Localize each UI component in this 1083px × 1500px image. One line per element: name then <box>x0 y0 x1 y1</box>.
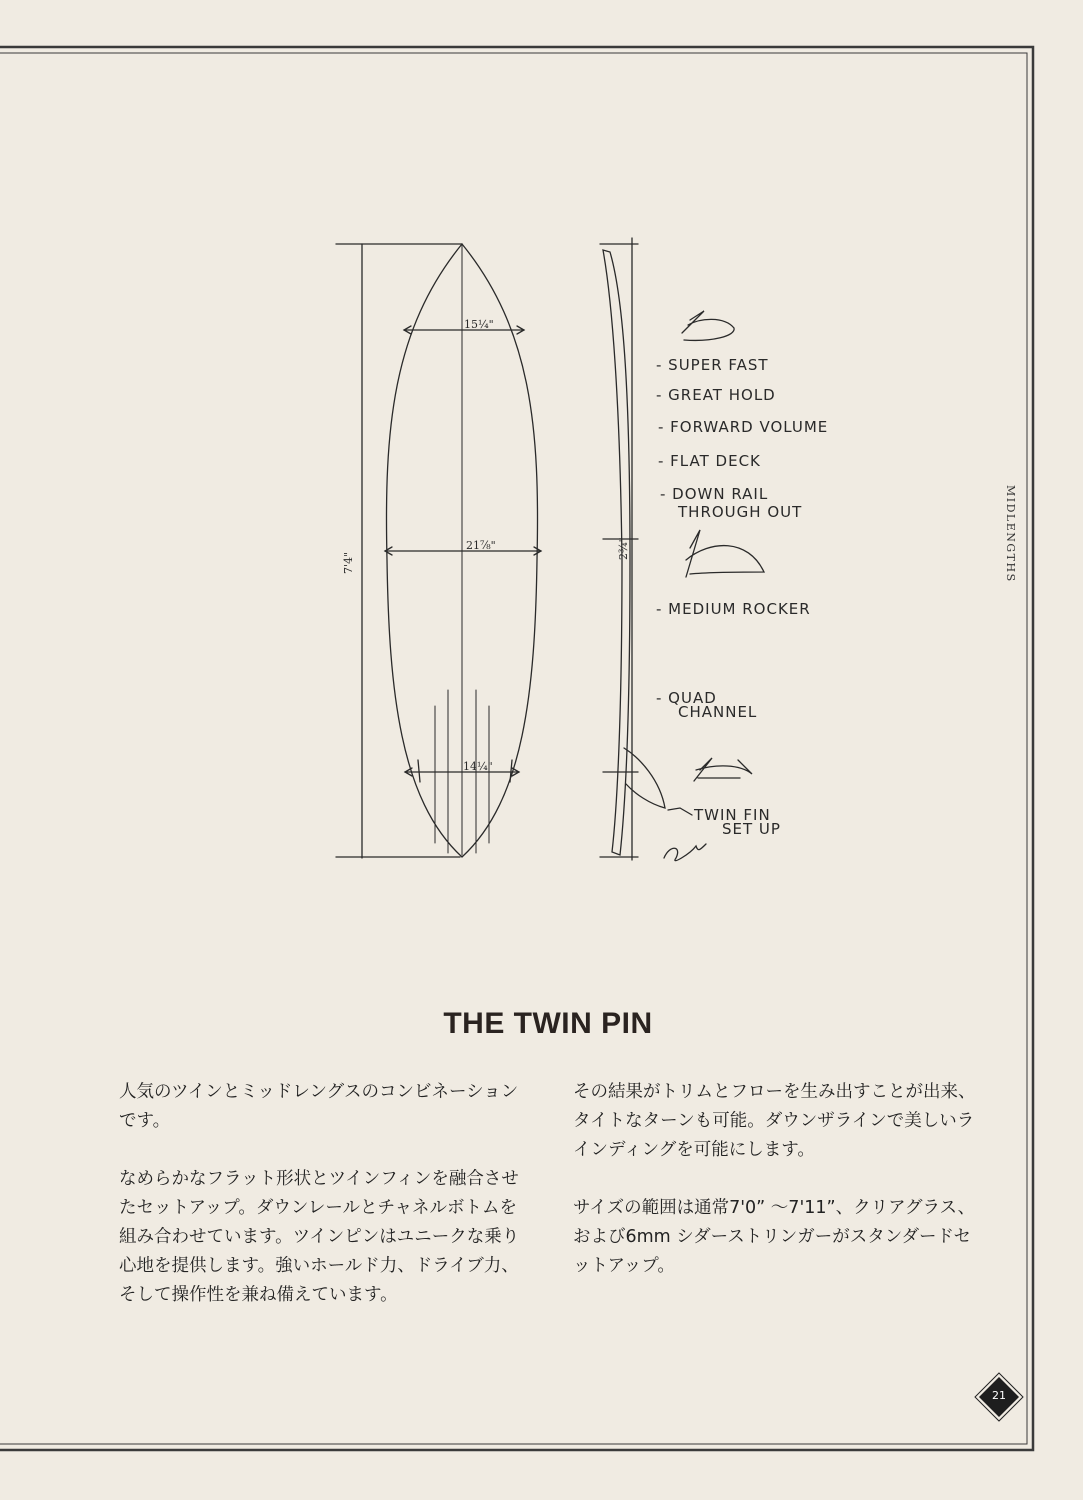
body-paragraph: なめらかなフラット形状とツインフィンを融合させたセットアップ。ダウンレールとチャネルボトムを組み合わせています。ツインピンはユニークな乗り心地を提供します。強いホールド力、ドライブ力、そして操作性を兼ね備えています。 <box>119 1169 520 1305</box>
nose-width-label: 15¼" <box>464 318 494 331</box>
note-down-rail: - DOWN RAIL <box>660 485 769 503</box>
note-through-out: THROUGH OUT <box>678 503 803 521</box>
body-paragraph: その結果がトリムとフローを生み出すことが出来、タイトなターンも可能。ダウンザラインで美しいラインディングを可能にします。 <box>573 1082 976 1160</box>
note-quad: - QUAD <box>656 689 717 707</box>
page-title: THE TWIN PIN <box>443 1007 653 1040</box>
fin-sketch-middle <box>686 530 764 577</box>
body-paragraph: 人気のツインとミッドレングスのコンビネーションです。 <box>119 1082 519 1131</box>
section-label: MIDLENGTHS <box>1004 485 1017 583</box>
note-channel: CHANNEL <box>678 703 758 721</box>
note-flat-deck: - FLAT DECK <box>658 452 761 470</box>
note-medium-rocker: - MEDIUM ROCKER <box>656 600 811 618</box>
note-twin-fin: TWIN FIN <box>694 806 771 824</box>
note-set-up: SET UP <box>722 820 781 838</box>
body-column-left <box>119 1078 529 1339</box>
body-paragraph: サイズの範囲は通常7'0” 〜7'11”、クリアグラス、および6mm シダーストリンガーがスタンダードセットアップ。 <box>573 1198 976 1276</box>
wide-point-label: 21⅞" <box>466 539 496 552</box>
fin-sketch-bottom <box>694 758 752 781</box>
note-great-hold: - GREAT HOLD <box>656 386 776 404</box>
note-forward-volume: - FORWARD VOLUME <box>658 418 829 436</box>
fin-sketch-top <box>682 311 734 340</box>
page-number: 21 <box>992 1389 1006 1402</box>
side-fin <box>624 748 665 808</box>
thickness-label: 2¾" <box>617 537 630 560</box>
body-column-right <box>573 1078 983 1310</box>
note-super-fast: - SUPER FAST <box>656 356 769 374</box>
tail-width-label: 14¼" <box>463 760 493 773</box>
length-label: 7'4" <box>342 551 355 574</box>
signature <box>664 844 706 861</box>
